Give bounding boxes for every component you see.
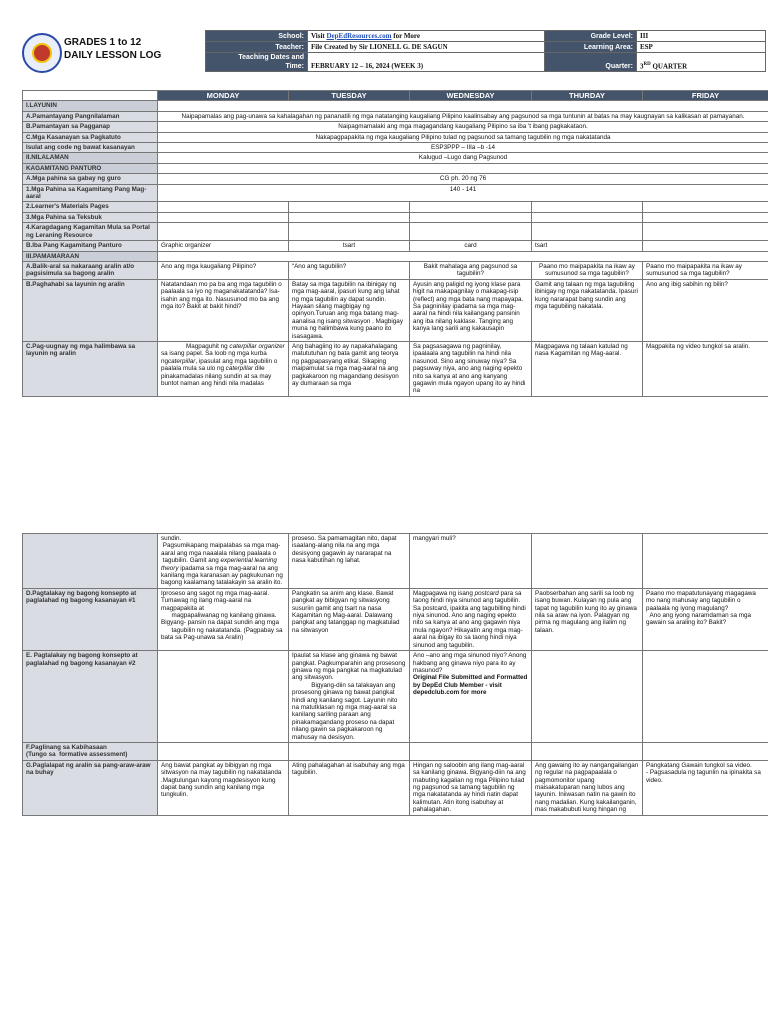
day-friday: FRIDAY [643,91,768,101]
table-row: A.Pamantayang Pangnilalaman Naipapamalas ang pag-unawa sa kahalagahan ng pananatili ng mga natatanging kaugaliang Pilipino kaalinsabay ang pagsunod sa mga tuntunin at batas na may kaugnayan sa kalikasan at pamayanan. [23,111,768,121]
table-row: 1.Mga Pahina sa Kagamitang Pang Mag-aaral 140 - 141 [23,184,768,202]
deped-seal-icon [22,33,62,73]
table-row: KAGAMITANG PANTURO [23,163,768,173]
day-wednesday: WEDNESDAY [410,91,532,101]
quarter-value: 3RD QUARTER [637,53,766,72]
table-row: 2.Learner's Materials Pages [23,202,768,212]
page-1 [22,30,768,397]
table-row: C.Pag-uugnay ng mga halimbawa sa layunin ng aralin Magpaguhit ng caterpillar organizer sa isang papel. Sa loob ng mga kurba ngcaterpillar, ipasulat ang mga tagubilin o paalala mula sa ulo ng caterpillar dile pinakamadalas nilang sundin at sa may buntot naman ang hindi nila madalas Ang bahagiing ito ay napakahalagang matututuhan ng bata gamit ang teorya ng pagpapasyang etikal. Sikaping maipamulat sa mga mag-aaral na ang pagkakaroon ng magandang desisyon ay dumaraan sa mga Sa pagsasagawa ng pagninilay, ipaalaala ang tagubilin na hindi nila nasunod. Sino ang sinuway niya? Sa pagsuway niya, ano ang naging epekto nito sa kanya at ano ang kanyang gagawin mula ngayon upang ito ay hindi na Magpagawa ng talaan katulad ng nasa Kagamitan ng Mag-aaral. Magpakita ng video tungkol sa aralin. [23,341,768,396]
table-row: A.Balik-aral sa nakaraang aralin at/o pagsisimula sa bagong aralin Ano ang mga kaugaliang Pilipino? “Ano ang tagubilin? Bakit mahalaga ang pagsunod sa tagubilin? Paano mo maipapakita na ikaw ay sumusunod sa mga tagubilin? Paano mo maipapakita na ikaw ay sumusunod sa mga tagubilin? [23,261,768,279]
info-table: School: Visit DepEdResources.com for More Grade Level: III Teacher: File Created by Sir LIONELL G. DE SAGUN Learning Area: ESP Teaching Dates and Time: FEBRUARY 12 – 16, 2024 (WEEK 3) Quarter: 3RD QUARTER [205,30,766,72]
table-row: B.Iba Pang Kagamitang Panturo Graphic organizer tsart card tsart [23,241,768,251]
table-row: F.Paglinang sa Kabihasaan (Tungo sa formative assessment) [23,742,768,760]
table-row: E. Pagtalakay ng bagong konsepto at paglalahad ng bagong kasanayan #2 Ipaulat sa klase ang ginawa ng bawat pangkat. Pagkumparahin ang prosesong ginawa ng mga pangkat na magkatulad ang sitwasyon. Bigyang-diin sa talakayan ang prosesong ginawa ng bawat pangkat hindi ang kanilang sagot. Layunin nito na matutklasan ng mga mag-aaral sa kanilang sariling paraan ang pinakamagandang proseso na dapat nilang gawin sa pagkakaroon ng mahusay na desisyon. Ano –ano ang mga sinunod niyo? Anong hakbang ang ginawa niyo para ito ay masunod? Original File Submitted and Formatted by DepEd Club Member - visit depedclub.com for more [23,651,768,743]
table-row: sundin. Pagsumikapang maipalabas sa mga mag-aaral ang mga naaalala nilang paalaala o tagubilin. Gamit ang experiential learning theory ipadama sa mga mag-aaral na ang kanilang mga karanasan ay pagkukunan ng bagong kaalamang tatalakayin sa aralin ito. proseso. Sa pamamagitan nito, dapat isaalang-alang nila na ang mga desisyong gagawin ay nararapat na nasa kabutihan ng lahat. mangyari muli? [23,534,768,589]
table-row: I.LAYUNIN [23,101,768,111]
table-row: C.Mga Kasanayan sa Pagkatuto Nakapagpapakita ng mga kaugaliang Pilipino tulad ng pagsunod sa tamang tagubilin ng mga nakatatanda [23,132,768,142]
days-header-row [23,91,768,101]
header [22,30,768,75]
lesson-table-page1 [22,90,768,397]
table-row: II.NILALAMAN Kalugud –Lugo dang Pagsunod [23,153,768,163]
table-row: G.Paglalapat ng aralin sa pang-araw-araw na buhay Ang bawat pangkat ay bibigyan ng mga sitwasyon na may tagubilin ng nakatatanda .Magtulungan kayong magdesisyon kung dapat bang sundin ang kanilang mga tungkulin. Ating pahalagahan at isabuhay ang mga tagubilin. Hingan ng saloobin ang ilang mag-aaral sa kanilang ginawa. Bigyang-diin na ang mabuting kagalian ng mga Pilipino tulad ng pagsunod sa tamang tagubilin ng mga nakatatanda ay hindi natin dapat kalimutan. Atin itong isabuhay at pahalagahan. Ang gawaing ito ay nangangailangan ng regular na pagpapaalala o pagmomonitor upang maisakatuparan nang lubos ang layunin. Iniiwasan natin na gawin ito nang madalian. Kung kakailanganin, mas makabubuti kung hingan ng Pangkatang Gawain tungkol sa video. - Pagsasadula ng tagunlin na ipinakita sa video. [23,760,768,815]
table-row: B.Paghahabi sa layunin ng aralin Natatandaan mo pa ba ang mga tagubilin o paalaala sa iyo ng maganakatatanda? Isa- isahin ang mga ito. Nasusunod mo ba ang mga ito? Bakit at bakit hindi? Batay sa mga tagubilin na ibinigay ng mga mag-aaral, ipasuri kung ang lahat ng mga tagubilin ay dapat sundin. Hayaan silang magbigay ng opinyon.Turuan ang mga batang mag-aanalisa ng isang sitwasyon . Magbigay muna ng halimbawa kung paano ito isasagawa. Ayusin ang paligid ng iyong klase para higit na makapagnilay o makapag-isip (reflect) ang mga bata nang mapayapa. Sa pagninilay ipadama sa mga mag-aaral na hindi nila kailangang pansinin ang iba nilang kaklase. Tanging ang kanya lang sarili ang kakausapin Gamit ang talaan ng mga tagubiling ibinigay ng mga nakatatanda. Ipasuri kung nararapat bang sundin ang mga tagubiling nakatala. Ano ang ibig sabihin ng bilin? [23,279,768,341]
page-2 [22,533,768,816]
table-row: 4.Karagdagang Kagamitan Mula sa Portal ng Leraning Resource [23,223,768,241]
school-link[interactable]: DepEdResources.com [326,31,392,40]
table-row: B.Pamantayan sa Pagganap Naipagmamalaki ang mga magagandang kaugaliang Pilipino sa iba 't ibang pagkakataon. [23,122,768,132]
table-row: D.Pagtalakay ng bagong konsepto at paglalahad ng bagong kasanayan #1 Iproseso ang sagot ng mga mag-aaral. Tumawag ng ilang mag-aaral na magpapakita at magpapaliwanag ng kanilang ginawa. Bigyang- pansin na dapat sundin ang mga tagubilin ng nakatatanda. (Pagpabay sa bata sa Pag-unawa sa Aralin) Pangkatin sa anim ang klase. Bawat pangkat ay bibigyan ng sitwasyong susuriin gamit ang tsart na nasa Kagamitan ng Mag-aaral. Dalawang pangkat ang tatanggap ng magkatulad na sitwasyon Magpagawa ng isang postcard para sa taong hindi niya sinunod ang tagubilin. Sa postcard, ipakita ang tagubilling hindi niya sinunod. Ano ang naging epekto nito sa kanya at ano ang gagawin niya mula ngayon? Hikayatin ang mga mag-aaral na ibigay ito sa taong hindi niya sinunod ang tagubilin. Paobserbahan ang sarili sa loob ng isang buwan. Kulayan ng pula ang tapat ng tagubilin kung ito ay ginawa nila sa araw na iyon. Palagyan ng pirma ng magulang ang ilalim ng talaan. Paano mo mapatutunayang magagawa mo nang mahusay ang tagubilin o paalaala ng iyong magulang? Ano ang iyong naramdaman sa mga gawain sa araling ito? Bakit? [23,588,768,650]
day-tuesday: TUESDAY [289,91,410,101]
day-thursday: THURDAY [532,91,643,101]
table-row: III.PAMAMARAAN [23,251,768,261]
table-row: 3.Mga Pahina sa Teksbuk [23,212,768,222]
day-monday: MONDAY [158,91,289,101]
lesson-table-page2 [22,533,768,816]
document-title: GRADES 1 to 12 DAILY LESSON LOG [64,37,162,61]
table-row: A.Mga pahina sa gabay ng guro CG ph. 20 ng 76 [23,174,768,184]
table-row: Isulat ang code ng bawat kasanayan ESP3PPP – IIIa –b -14 [23,143,768,153]
